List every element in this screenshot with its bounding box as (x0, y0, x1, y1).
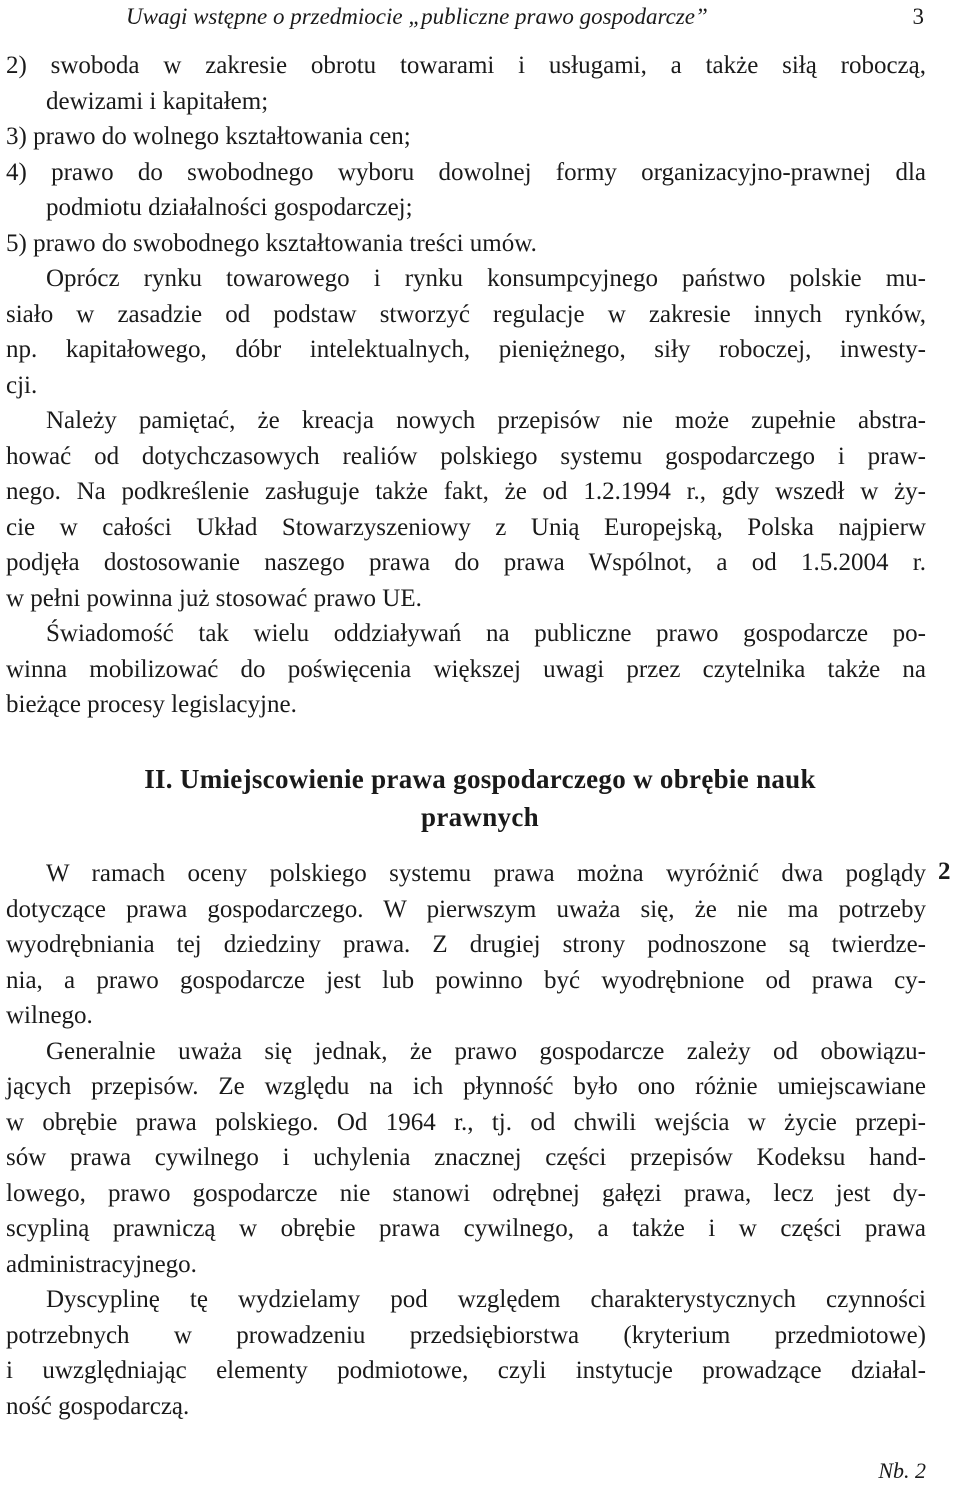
footer-marginal-reference: Nb. 2 (878, 1458, 926, 1483)
paragraph-line: siało w zasadzie od podstaw stworzyć regulacje w zakresie innych rynków, (6, 300, 926, 328)
paragraph-line: sów prawa cywilnego i uchylenia znacznej części przepisów Kodeksu hand- (6, 1144, 926, 1171)
section-heading-line: prawnych (421, 802, 539, 832)
paragraph-line: nego. Na podkreślenie zasługuje także fakt, że od 1.2.1994 r., gdy wszedł w ży- (6, 478, 926, 505)
paragraph-line: lowego, prawo gospodarcze nie stanowi odrębnej gałęzi prawa, lecz jest dy- (6, 1179, 926, 1207)
section-heading (0, 760, 960, 836)
paragraph-line: podjęła dostosowanie naszego prawa do prawa Wspólnot, a od 1.5.2004 r. (6, 549, 926, 576)
paragraph-line: nia, a prawo gospodarcze jest lub powinno być wyodrębnione od prawa cy- (6, 966, 926, 994)
section-heading-line: II. Umiejscowienie prawa gospodarczego w obrębie nauk (144, 764, 816, 794)
paragraph-line: hować od dotychczasowych realiów polskiego systemu gospodarczego i praw- (6, 442, 926, 470)
paragraph-line: w obrębie prawa polskiego. Od 1964 r., tj. od chwili wejścia w życie przepi- (6, 1108, 926, 1136)
list-item-continuation: dewizami i kapitałem; (46, 87, 269, 115)
paragraph-line: cji. (6, 371, 38, 399)
list-item: 4) prawo do swobodnego wyboru dowolnej formy organizacyjno-prawnej dla (6, 158, 926, 186)
list-item: 5) prawo do swobodnego kształtowania treści umów. (6, 229, 537, 257)
list-item: 3) prawo do wolnego kształtowania cen; (6, 123, 411, 150)
paragraph-line: Generalnie uważa się jednak, że prawo gospodarcze zależy od obowiązu- (46, 1037, 926, 1065)
paragraph-line: Świadomość tak wielu oddziaływań na publiczne prawo gospodarcze po- (46, 620, 926, 647)
paragraph-line: w pełni powinna już stosować prawo UE. (6, 584, 422, 612)
text-block-top (6, 48, 926, 723)
text-block-bottom (6, 856, 926, 1424)
paragraph-line: W ramach oceny polskiego systemu prawa można wyróżnić dwa poglądy (46, 860, 926, 887)
paragraph-line: Oprócz rynku towarowego i rynku konsumpcyjnego państwo polskie mu- (46, 265, 926, 292)
paragraph-line: dotyczące prawa gospodarczego. W pierwszym uważa się, że nie ma potrzeby (6, 895, 926, 923)
paragraph-line: Dyscyplinę tę wydzielamy pod względem charakterystycznych czynności (46, 1286, 926, 1313)
paragraph-line: jących przepisów. Ze względu na ich płynność było ono różnie umiejscawiane (6, 1073, 926, 1100)
paragraph-line: i uwzględniając elementy podmiotowe, czyli instytucje prowadzące działal- (6, 1357, 926, 1384)
page-number: 3 (912, 4, 924, 29)
paragraph-line: wilnego. (6, 1002, 93, 1029)
paragraph-line: cie w całości Układ Stowarzyszeniowy z Unią Europejską, Polska najpierw (6, 513, 926, 541)
paragraph-line: winna mobilizować do poświęcenia większej uwagi przez czytelnika także na (6, 655, 926, 683)
paragraph-line: wyodrębniania tej dziedziny prawa. Z drugiej strony podnoszone są twierdze- (6, 931, 926, 958)
list-item-continuation: podmiotu działalności gospodarczej; (46, 194, 413, 221)
paragraph-line: bieżące procesy legislacyjne. (6, 691, 297, 718)
paragraph-line: administracyjnego. (6, 1250, 197, 1278)
list-item: 2) swoboda w zakresie obrotu towarami i usługami, a także siłą roboczą, (6, 52, 926, 79)
running-header (0, 0, 960, 40)
paragraph-line: np. kapitałowego, dóbr intelektualnych, pieniężnego, siły roboczej, inwesty- (6, 336, 926, 363)
running-header-title: Uwagi wstępne o przedmiocie „publiczne prawo gospodarcze” (126, 4, 708, 29)
paragraph-line: ność gospodarczą. (6, 1392, 190, 1420)
margin-number: 2 (938, 858, 951, 885)
paragraph-line: Należy pamiętać, że kreacja nowych przepisów nie może zupełnie abstra- (46, 407, 926, 434)
paragraph-line: potrzebnych w prowadzeniu przedsiębiorstwa (kryterium przedmiotowe) (6, 1321, 926, 1349)
paragraph-line: scypliną prawniczą w obrębie prawa cywilnego, a także i w części prawa (6, 1215, 926, 1242)
